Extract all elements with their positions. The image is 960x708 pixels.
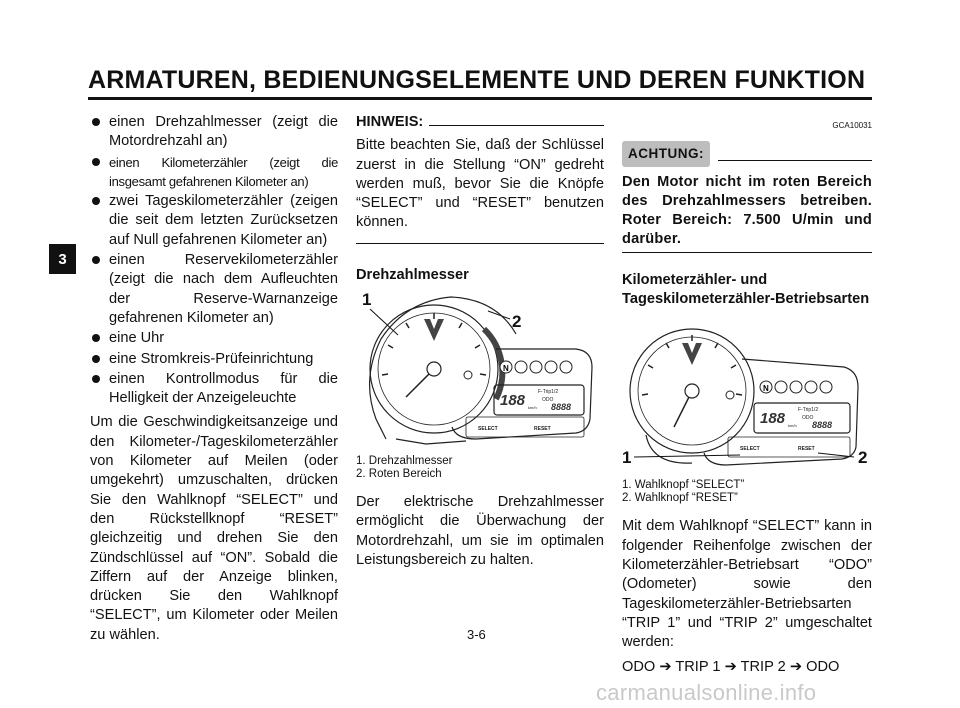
- lcd-trip-label: F-Trip1/2: [538, 389, 559, 396]
- caution-rule: [718, 160, 872, 161]
- section-heading-tachometer: Drehzahlmesser: [356, 266, 469, 283]
- note-rule: [429, 125, 604, 126]
- figure-caption-2: 2. Roten Bereich: [356, 468, 442, 481]
- lcd-odo-label: ODO: [542, 397, 554, 404]
- figure-caption-2: 2. Wahlknopf “RESET”: [622, 492, 738, 505]
- figure-caption-1: 1. Drehzahlmesser: [356, 455, 453, 468]
- bullet-item: eine Stromkreis-Prüfeinrichtung: [90, 350, 338, 369]
- select-button-label: SELECT: [740, 446, 760, 453]
- neutral-indicator-label: N: [763, 384, 769, 394]
- brand-logo: [424, 319, 444, 341]
- bullet-item: einen Reservekilometerzähler (zeigt die nach dem Aufleuchten der Reserve-Warnanzeige gefahrenen Kilometer an): [90, 251, 338, 328]
- bullet-item: einen Kilometerzähler (zeigt die insgesamt gefahrenen Kilometer an): [90, 153, 338, 192]
- lcd-trip-label: F-Trip1/2: [798, 407, 819, 414]
- lcd-digits: 188: [760, 410, 786, 428]
- title-rule: [88, 97, 872, 100]
- neutral-indicator-label: N: [503, 364, 509, 374]
- page-title: ARMATUREN, BEDIENUNGSELEMENTE UND DEREN FUNKTION: [88, 66, 866, 94]
- body-paragraph: Der elektrische Drehzahlmesser ermöglicht die Überwachung der Motordrehzahl, um sie im optimalen Leistungsbereich zu halten.: [356, 494, 604, 568]
- body-paragraph: Um die Geschwindigkeitsanzeige und den Kilometer-/Tageskilometerzähler von Kilometer auf Meilen (oder umgekehrt) umzuschalten, drücken Sie den Wahlknopf “SELECT” und den Rückstellknopf “RESET” gleichzeitig und drehen Sie den Zündschlüssel auf “ON”. Sobald die Ziffern auf der Anzeige blinken, drücken Sie den Wahlknopf “SELECT”, um Kilometer oder Meilen zu wählen.: [90, 414, 338, 643]
- bullet-icon: [92, 355, 100, 363]
- odometer-figure: [622, 315, 872, 477]
- body-paragraph: Mit dem Wahlknopf “SELECT” kann in folgender Reihenfolge zwischen der Kilometerzähler-Betriebsart “ODO” (Odometer) sowie den Tageskilometerzähler-Betriebsarten “TRIP 1” und “TRIP 2” umgeschaltet werden:: [622, 518, 872, 651]
- select-button-label: SELECT: [478, 426, 498, 433]
- callout-2: 2: [858, 448, 868, 468]
- callout-2: 2: [512, 312, 522, 332]
- mode-sequence: ODO ➔ TRIP 1 ➔ TRIP 2 ➔ ODO: [622, 659, 840, 676]
- document-code: GCA10031: [832, 121, 872, 130]
- column-2: [356, 113, 604, 570]
- note-label: HINWEIS:: [356, 114, 424, 130]
- bullet-item: einen Kontrollmodus für die Helligkeit der Anzeigeleuchte: [90, 370, 338, 409]
- chapter-tab: 3: [49, 244, 76, 274]
- lcd-digits: 188: [500, 392, 526, 410]
- reset-button-label: RESET: [534, 426, 551, 433]
- arrow-right-icon: ➔: [659, 659, 672, 676]
- arrow-right-icon: ➔: [724, 659, 737, 676]
- bullet-icon: [92, 334, 100, 342]
- lcd-unit-label: km/h: [528, 405, 537, 411]
- column-3: [622, 113, 872, 678]
- page-number: 3-6: [467, 627, 486, 642]
- section-heading-odometer: Kilometerzähler- und Tageskilometerzähler-Betriebsarten: [622, 271, 870, 308]
- callout-1: 1: [622, 448, 632, 468]
- bullet-icon: [92, 118, 100, 126]
- lcd-unit-label: km/h: [788, 423, 797, 429]
- caution-heading: [622, 141, 872, 166]
- bullet-item: zwei Tageskilometerzähler (zeigen die seit dem letzten Zurücksetzen auf Null gefahrenen Kilometer an): [90, 192, 338, 250]
- bullet-item: eine Uhr: [90, 329, 338, 348]
- watermark: carmanualsonline.info: [596, 680, 817, 705]
- lcd-odometer-value: 8888: [812, 420, 833, 431]
- note-heading: [356, 113, 604, 132]
- note-text: Bitte beachten Sie, daß der Schlüssel zuerst in die Stellung “ON” gedreht werden muß, bevor Sie die Knöpfe “SELECT” und “RESET” benutzen können.: [356, 136, 604, 243]
- column-1: [90, 113, 338, 645]
- lcd-odo-label: ODO: [802, 415, 814, 422]
- arrow-right-icon: ➔: [789, 659, 803, 676]
- reset-button-label: RESET: [798, 446, 815, 453]
- tachometer-figure: [356, 289, 604, 451]
- callout-1: 1: [362, 290, 372, 310]
- bullet-icon: [92, 197, 100, 205]
- lcd-odometer-value: 8888: [551, 402, 572, 413]
- bullet-item: einen Drehzahlmesser (zeigt die Motordrehzahl an): [90, 113, 338, 152]
- bullet-icon: [92, 158, 100, 166]
- brand-logo: [682, 343, 702, 365]
- caution-text: Den Motor nicht im roten Bereich des Drehzahlmessers betreiben. Roter Bereich: 7.500 U/min und darüber.: [622, 173, 872, 253]
- figure-caption-1: 1. Wahlknopf “SELECT”: [622, 479, 745, 492]
- bullet-icon: [92, 375, 100, 383]
- caution-badge: ACHTUNG:: [622, 141, 710, 166]
- bullet-icon: [92, 256, 100, 264]
